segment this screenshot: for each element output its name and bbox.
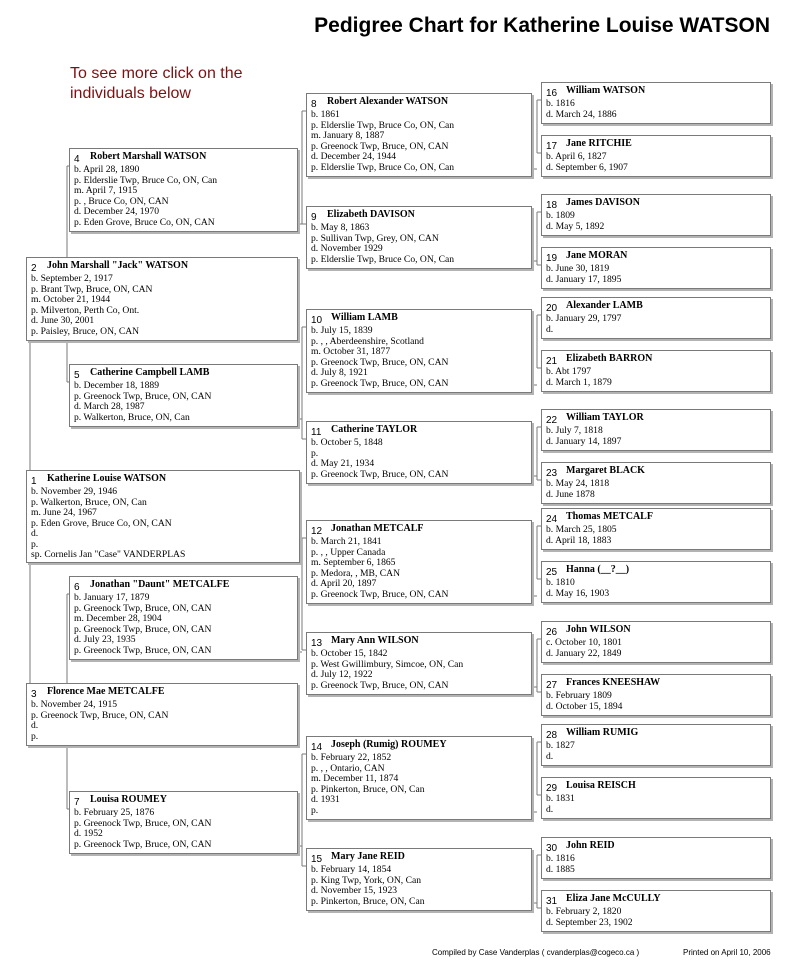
person-detail-line: b. Abt 1797 [546,366,592,377]
person-details [546,479,766,500]
person-header [74,151,293,165]
person-details [546,638,766,659]
person-header [74,367,293,381]
person-detail-line: d. March 24, 1886 [546,108,617,120]
person-name[interactable]: Robert Marshall WATSON [90,151,207,162]
person-detail-line: b. 1816 [546,853,575,864]
person-header [546,465,766,479]
person-name[interactable]: Thomas METCALF [566,511,653,522]
person-number: 1 [31,476,37,487]
person-name[interactable]: Margaret BLACK [566,465,645,476]
person-detail-line: p. Sullivan Twp, Grey, ON, CAN [311,232,439,244]
person-detail-line: p. Greenock Twp, Bruce, ON, CAN [311,356,449,368]
person-detail-line: p. Greenock Twp, Bruce, ON, CAN [74,602,212,614]
person-details [311,110,527,173]
person-details [311,438,527,480]
printed-date: Printed on April 10, 2006 [683,948,771,957]
person-name[interactable]: William TAYLOR [566,412,644,423]
person-header [546,511,766,525]
person-details [546,691,766,712]
person-detail-line: d. September 6, 1907 [546,161,628,173]
person-number: 6 [74,582,80,593]
person-detail-line: p. Greenock Twp, Bruce, ON, CAN [74,838,212,850]
person-header [546,250,766,264]
person-details [546,794,766,815]
person-header [546,624,766,638]
person-details [311,865,527,907]
person-box-21[interactable] [541,350,771,392]
person-detail-line: m. June 24, 1967 [31,507,97,518]
person-number: 2 [31,263,37,274]
person-name[interactable]: William WATSON [566,85,646,96]
person-box-3[interactable] [26,683,298,746]
person-box-19[interactable] [541,247,771,289]
person-detail-line: b. February 22, 1852 [311,752,392,763]
compiled-by: Compiled by Case Vanderplas ( cvanderplas@cogeco.ca ) [432,948,640,957]
person-name[interactable]: Florence Mae METCALFE [47,686,165,697]
person-detail-line: b. 1831 [546,793,575,804]
person-details [31,487,295,561]
person-box-9[interactable] [306,206,532,269]
person-detail-line: m. December 28, 1904 [74,613,162,624]
person-detail-line: p. Greenock Twp, Bruce, ON, CAN [311,377,449,389]
person-box-7[interactable] [69,791,298,854]
person-header [546,677,766,691]
person-header [546,564,766,578]
person-detail-line: b. February 2, 1820 [546,906,622,917]
person-detail-line: p. Paisley, Bruce, ON, CAN [31,325,140,337]
person-detail-line: p. Eden Grove, Bruce Co, ON, CAN [74,216,215,228]
person-detail-line: sp. Cornelis Jan "Case" VANDERPLAS [31,549,186,560]
person-detail-line: b. December 18, 1889 [74,380,159,391]
person-box-30[interactable] [541,837,771,879]
person-detail-line: d. September 23, 1902 [546,916,633,928]
person-number: 8 [311,99,317,110]
person-detail-line: c. October 10, 1801 [546,637,622,648]
person-detail-line: b. November 24, 1915 [31,699,118,710]
person-detail-line: d. May 21, 1934 [311,458,375,469]
person-number: 14 [311,742,323,753]
person-box-22[interactable] [541,409,771,451]
person-details [74,381,293,423]
person-detail-line: b. September 2, 1917 [31,273,113,284]
person-name[interactable]: Catherine TAYLOR [331,424,418,435]
person-detail-line: m. September 6, 1865 [311,557,396,568]
person-box-2[interactable] [26,257,298,341]
person-box-29[interactable] [541,777,771,819]
person-name[interactable]: John Marshall "Jack" WATSON [47,260,189,271]
person-details [546,99,766,120]
person-detail-line: d. [546,323,554,335]
person-detail-line: p. Elderslie Twp, Bruce Co, ON, Can [311,161,455,173]
person-name[interactable]: Jane MORAN [566,250,628,261]
person-detail-line: d. November 15, 1923 [311,885,398,896]
person-detail-line: m. December 11, 1874 [311,773,399,784]
person-number: 28 [546,730,558,741]
person-header [74,794,293,808]
person-detail-line: p. Pinkerton, Bruce, ON, Can [311,895,425,907]
person-number: 4 [74,154,80,165]
person-box-23[interactable] [541,462,771,504]
person-number: 16 [546,88,558,99]
person-detail-line: p. Pinkerton, Bruce, ON, Can [311,783,425,795]
person-header [546,197,766,211]
person-detail-line: b. February 14, 1854 [311,864,392,875]
person-detail-line: p. , , Upper Canada [311,546,386,558]
person-header [311,851,527,865]
person-header [546,780,766,794]
person-name[interactable]: Frances KNEESHAW [566,677,661,688]
person-name[interactable]: Jane RITCHIE [566,138,632,149]
person-name[interactable]: Eliza Jane McCULLY [566,893,661,904]
person-name[interactable]: Louisa REISCH [566,780,636,791]
person-name[interactable]: Joseph (Rumig) ROUMEY [331,739,447,750]
person-number: 30 [546,843,558,854]
person-number: 19 [546,253,558,264]
person-detail-line: d. July 8, 1921 [311,367,368,378]
person-details [311,326,527,389]
person-box-24[interactable] [541,508,771,550]
person-detail-line: p. Greenock Twp, Bruce, ON, CAN [311,588,449,600]
person-detail-line: d. June 30, 2001 [31,315,95,326]
person-header [311,635,527,649]
person-details [546,264,766,285]
person-number: 21 [546,356,558,367]
person-name[interactable]: Elizabeth DAVISON [327,209,415,220]
person-detail-line: d. January 22, 1849 [546,647,622,659]
person-detail-line: p. King Twp, York, ON, Can [311,874,422,886]
person-name[interactable]: Robert Alexander WATSON [327,96,449,107]
person-detail-line: d. November 1929 [311,243,383,254]
instruction-text: To see more click on the individuals below [70,65,243,102]
person-number: 26 [546,627,558,638]
person-details [546,426,766,447]
person-name[interactable]: James DAVISON [566,197,640,208]
person-detail-line: d. July 12, 1922 [311,669,373,680]
person-details [74,808,293,850]
person-detail-line: d. June 1878 [546,488,595,500]
person-number: 23 [546,468,558,479]
person-detail-line: b. October 15, 1842 [311,648,388,659]
person-box-18[interactable] [541,194,771,236]
person-number: 24 [546,514,558,525]
person-box-20[interactable] [541,297,771,339]
person-header [31,473,295,487]
person-box-8[interactable] [306,93,532,177]
person-detail-line: d. [546,803,554,815]
person-detail-line: b. May 8, 1863 [311,222,370,233]
person-name[interactable]: William LAMB [331,312,398,323]
person-detail-line: p. Milverton, Perth Co, Ont. [31,304,140,316]
person-box-1[interactable] [26,470,300,563]
person-detail-line: d. [546,750,554,762]
person-details [546,578,766,599]
person-header [31,260,293,274]
person-details [74,593,293,656]
person-details [546,152,766,173]
person-detail-line: d. May 16, 1903 [546,587,610,599]
person-number: 31 [546,896,558,907]
person-detail-line: p. Greenock Twp, Bruce, ON, CAN [311,140,449,152]
person-name[interactable]: Jonathan "Daunt" METCALFE [90,579,230,590]
person-box-4[interactable] [69,148,298,232]
person-detail-line: b. February 25, 1876 [74,807,155,818]
person-detail-line: p. Walkerton, Bruce, ON, Can [31,496,147,508]
person-detail-line: b. 1809 [546,210,575,221]
person-number: 9 [311,212,317,223]
person-header [31,686,293,700]
person-detail-line: d. July 23, 1935 [74,634,136,645]
person-detail-line: p. Greenock Twp, Bruce, ON, CAN [311,468,449,480]
person-details [546,211,766,232]
person-detail-line: d. October 15, 1894 [546,700,623,712]
person-detail-line: b. March 21, 1841 [311,536,382,547]
person-box-15[interactable] [306,848,532,911]
person-name[interactable]: Alexander LAMB [566,300,643,311]
person-header [546,138,766,152]
person-detail-line: d. March 1, 1879 [546,376,612,388]
person-number: 11 [311,427,322,438]
person-detail-line: d. April 18, 1883 [546,534,612,546]
person-detail-line: p. Eden Grove, Bruce Co, ON, CAN [31,517,172,529]
person-detail-line: p. Greenock Twp, Bruce, ON, CAN [74,644,212,656]
person-header [546,412,766,426]
person-box-13[interactable] [306,632,532,695]
person-name[interactable]: Elizabeth BARRON [566,353,653,364]
person-detail-line: m. April 7, 1915 [74,185,138,196]
person-number: 3 [31,689,37,700]
person-detail-line: b. February 1809 [546,690,612,701]
person-detail-line: b. April 6, 1827 [546,151,607,162]
person-number: 7 [74,797,80,808]
person-detail-line: p. Medora, , MB, CAN [311,567,401,579]
person-header [546,893,766,907]
person-header [546,727,766,741]
person-name[interactable]: William RUMIG [566,727,639,738]
person-detail-line: b. April 28, 1890 [74,164,140,175]
person-detail-line: p. [311,804,319,816]
person-number: 5 [74,370,80,381]
person-detail-line: b. January 17, 1879 [74,592,150,603]
person-details [546,314,766,335]
person-details [311,223,527,265]
person-box-10[interactable] [306,309,532,393]
person-header [74,579,293,593]
person-detail-line: d. April 20, 1897 [311,578,377,589]
person-detail-line: p. West Gwillimbury, Simcoe, ON, Can [311,658,464,670]
person-detail-line: p. [31,538,39,550]
person-name[interactable]: Jonathan METCALF [331,523,424,534]
person-header [311,739,527,753]
person-detail-line: b. July 7, 1818 [546,425,603,436]
person-box-16[interactable] [541,82,771,124]
person-detail-line: p. Greenock Twp, Bruce, ON, CAN [74,390,212,402]
person-number: 29 [546,783,558,794]
person-detail-line: p. Walkerton, Bruce, ON, Can [74,411,190,423]
person-detail-line: b. 1861 [311,109,340,120]
person-box-27[interactable] [541,674,771,716]
person-box-5[interactable] [69,364,298,427]
person-detail-line: d. May 5, 1892 [546,220,605,232]
person-number: 22 [546,415,558,426]
person-header [311,312,527,326]
person-name[interactable]: Mary Ann WILSON [331,635,419,646]
person-header [546,353,766,367]
person-details [311,753,527,816]
person-number: 18 [546,200,558,211]
person-number: 15 [311,854,323,865]
person-detail-line: p. Elderslie Twp, Bruce Co, ON, Can [74,174,218,186]
person-detail-line: p. Greenock Twp, Bruce, ON, CAN [31,709,169,721]
person-detail-line: b. May 24, 1818 [546,478,610,489]
person-detail-line: m. October 21, 1944 [31,294,111,305]
person-detail-line: b. 1810 [546,577,575,588]
person-name[interactable]: John WILSON [566,624,631,635]
person-detail-line: d. December 24, 1944 [311,151,396,162]
person-detail-line: b. October 5, 1848 [311,437,383,448]
person-detail-line: p. [31,730,39,742]
person-number: 12 [311,526,323,537]
person-box-26[interactable] [541,621,771,663]
person-box-31[interactable] [541,890,771,932]
person-detail-line: b. June 30, 1819 [546,263,610,274]
person-detail-line: d. December 24, 1970 [74,206,159,217]
person-detail-line: b. January 29, 1797 [546,313,622,324]
person-detail-line: d. 1885 [546,863,575,875]
person-detail-line: p. Elderslie Twp, Bruce Co, ON, Can [311,119,455,131]
person-detail-line: b. November 29, 1946 [31,486,118,497]
person-detail-line: p. Greenock Twp, Bruce, ON, CAN [311,679,449,691]
person-number: 13 [311,638,323,649]
person-header [546,840,766,854]
person-header [311,424,527,438]
person-details [311,537,527,600]
person-details [546,525,766,546]
person-number: 27 [546,680,558,691]
person-header [311,96,527,110]
person-details [546,907,766,928]
person-box-11[interactable] [306,421,532,484]
person-detail-line: b. 1816 [546,98,575,109]
person-detail-line: p. [311,447,319,459]
person-box-28[interactable] [541,724,771,766]
person-detail-line: b. July 15, 1839 [311,325,373,336]
person-detail-line: p. Elderslie Twp, Bruce Co, ON, Can [311,253,455,265]
person-detail-line: p. Greenock Twp, Bruce, ON, CAN [74,623,212,635]
chart-title: Pedigree Chart for Katherine Louise WATSON [314,14,770,37]
person-detail-line: p. Greenock Twp, Bruce, ON, CAN [74,817,212,829]
person-header [311,209,527,223]
person-box-17[interactable] [541,135,771,177]
person-details [74,165,293,228]
person-name[interactable]: John REID [566,840,615,851]
person-detail-line: d. [31,720,39,731]
person-details [546,367,766,388]
person-detail-line: d. 1952 [74,828,103,839]
person-name[interactable]: Catherine Campbell LAMB [90,367,210,378]
person-details [31,700,293,742]
person-name[interactable]: Louisa ROUMEY [90,794,167,805]
person-box-14[interactable] [306,736,532,820]
person-box-12[interactable] [306,520,532,604]
person-box-6[interactable] [69,576,298,660]
person-detail-line: m. January 8, 1887 [311,130,385,141]
person-details [31,274,293,337]
person-detail-line: b. March 25, 1805 [546,524,617,535]
person-box-25[interactable] [541,561,771,603]
person-header [546,300,766,314]
person-detail-line: d. 1931 [311,794,340,805]
person-detail-line: p. , Bruce Co, ON, CAN [74,195,169,207]
person-details [546,741,766,762]
person-detail-line: d. January 17, 1895 [546,273,622,285]
person-detail-line: m. October 31, 1877 [311,346,391,357]
person-number: 17 [546,141,558,152]
person-details [546,854,766,875]
person-detail-line: d. January 14, 1897 [546,435,622,447]
person-name[interactable]: Hanna (__?__) [566,564,630,575]
person-header [546,85,766,99]
person-detail-line: d. [31,528,39,539]
person-detail-line: p. , , Ontario, CAN [311,762,385,774]
person-details [311,649,527,691]
person-number: 10 [311,315,323,326]
person-detail-line: b. 1827 [546,740,575,751]
person-detail-line: p. Brant Twp, Bruce, ON, CAN [31,283,153,295]
person-name[interactable]: Katherine Louise WATSON [47,473,167,484]
person-number: 20 [546,303,558,314]
person-detail-line: d. March 28, 1987 [74,401,145,412]
person-detail-line: p. , , Aberdeenshire, Scotland [311,335,424,347]
person-name[interactable]: Mary Jane REID [331,851,405,862]
person-header [311,523,527,537]
person-number: 25 [546,567,558,578]
